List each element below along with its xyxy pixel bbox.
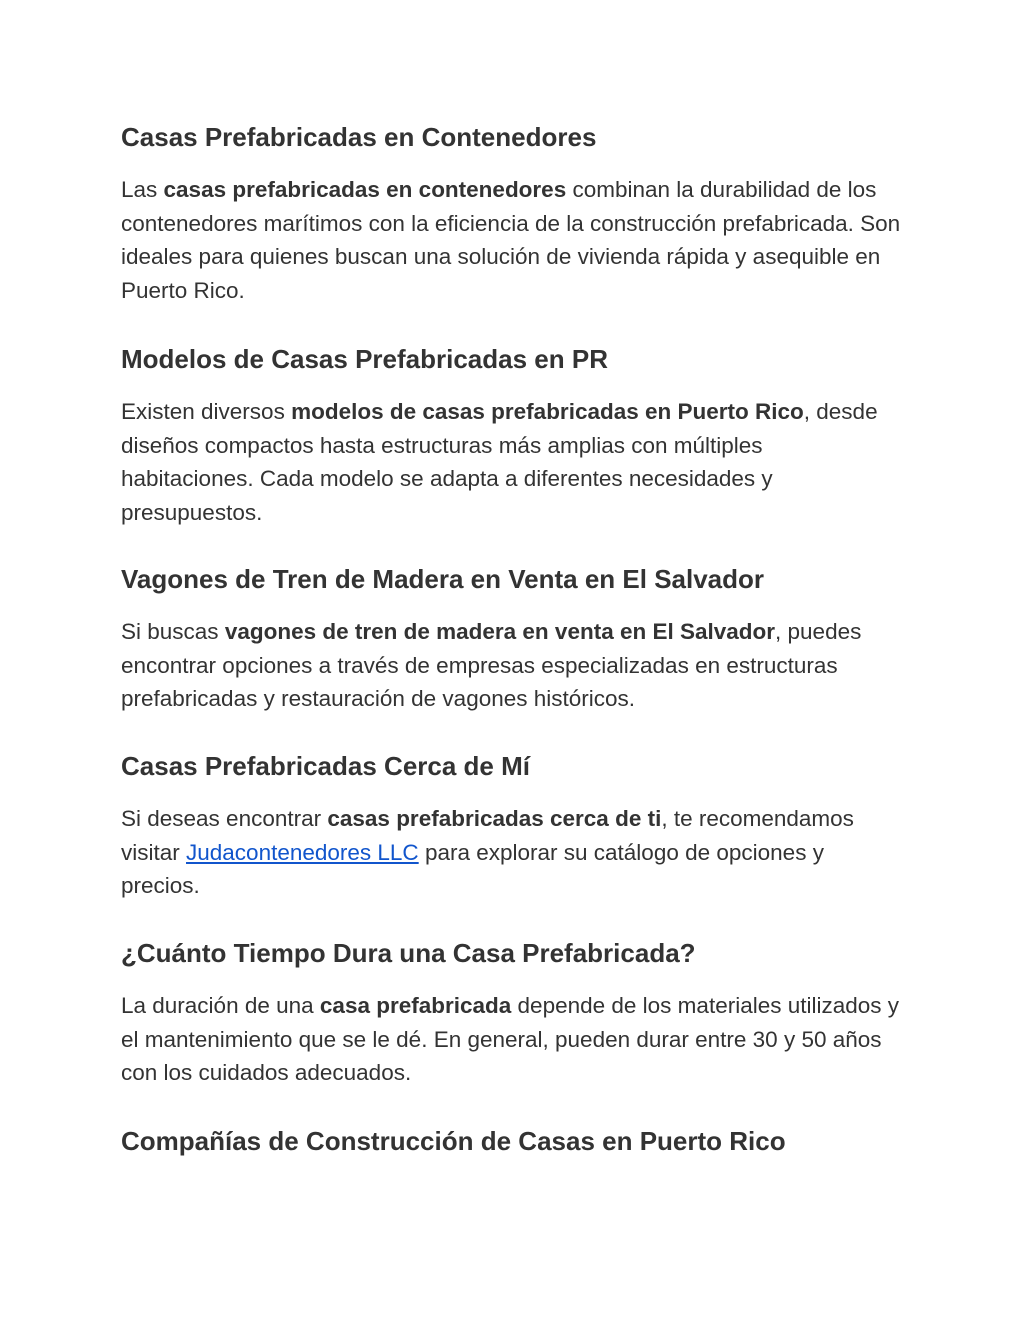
- paragraph-text: Existen diversos: [121, 399, 292, 424]
- bold-keyword: vagones de tren de madera en venta en El Salvador: [224, 619, 776, 644]
- section-vagones: [121, 562, 901, 716]
- section-heading: Casas Prefabricadas en Contenedores: [121, 122, 597, 152]
- section-paragraph: [121, 989, 901, 1090]
- paragraph-text: para explorar su catálogo de opciones y precios.: [121, 839, 824, 898]
- bold-keyword: casa prefabricada: [319, 993, 512, 1018]
- section-heading: Modelos de Casas Prefabricadas en PR: [121, 344, 608, 374]
- judacontenedores-link[interactable]: Judacontenedores LLC: [186, 839, 419, 865]
- section-heading: ¿Cuánto Tiempo Dura una Casa Prefabricada?: [121, 938, 696, 968]
- section-paragraph: [121, 395, 901, 529]
- paragraph-text: Las: [121, 177, 164, 202]
- section-heading: Compañías de Construcción de Casas en Puerto Rico: [121, 1126, 786, 1156]
- section-contenedores: [121, 120, 901, 307]
- bold-keyword: casas prefabricadas en contenedores: [163, 177, 567, 202]
- section-paragraph: [121, 802, 901, 903]
- section-duracion: [121, 936, 901, 1090]
- section-paragraph: [121, 615, 901, 716]
- section-heading: Vagones de Tren de Madera en Venta en El Salvador: [121, 564, 765, 594]
- paragraph-text: , puedes encontrar opciones a través de empresas especializadas en estructuras prefabricadas y restauración de vagones históricos.: [121, 619, 862, 711]
- paragraph-text: combinan la durabilidad de los contenedores marítimos con la eficiencia de la construcción prefabricada. Son ideales para quienes buscan una solución de vivienda rápida y asequible en Puerto Rico.: [121, 177, 901, 303]
- section-modelos: [121, 342, 901, 529]
- paragraph-text: , te recomendamos visitar: [121, 806, 854, 865]
- paragraph-text: Si buscas: [121, 619, 225, 644]
- section-companias: [121, 1124, 901, 1158]
- paragraph-text: Si deseas encontrar: [121, 806, 328, 831]
- section-heading: Casas Prefabricadas Cerca de Mí: [121, 751, 530, 781]
- paragraph-text: , desde diseños compactos hasta estructuras más amplias con múltiples habitaciones. Cada modelo se adapta a diferentes necesidades y presupuestos.: [121, 399, 878, 525]
- paragraph-text: La duración de una: [121, 993, 320, 1018]
- bold-keyword: modelos de casas prefabricadas en Puerto Rico: [291, 399, 804, 424]
- section-cerca: [121, 749, 901, 903]
- bold-keyword: casas prefabricadas cerca de ti: [327, 806, 662, 831]
- paragraph-text: depende de los materiales utilizados y el mantenimiento que se le dé. En general, pueden durar entre 30 y 50 años con los cuidados adecuados.: [121, 993, 900, 1085]
- section-paragraph: [121, 173, 901, 307]
